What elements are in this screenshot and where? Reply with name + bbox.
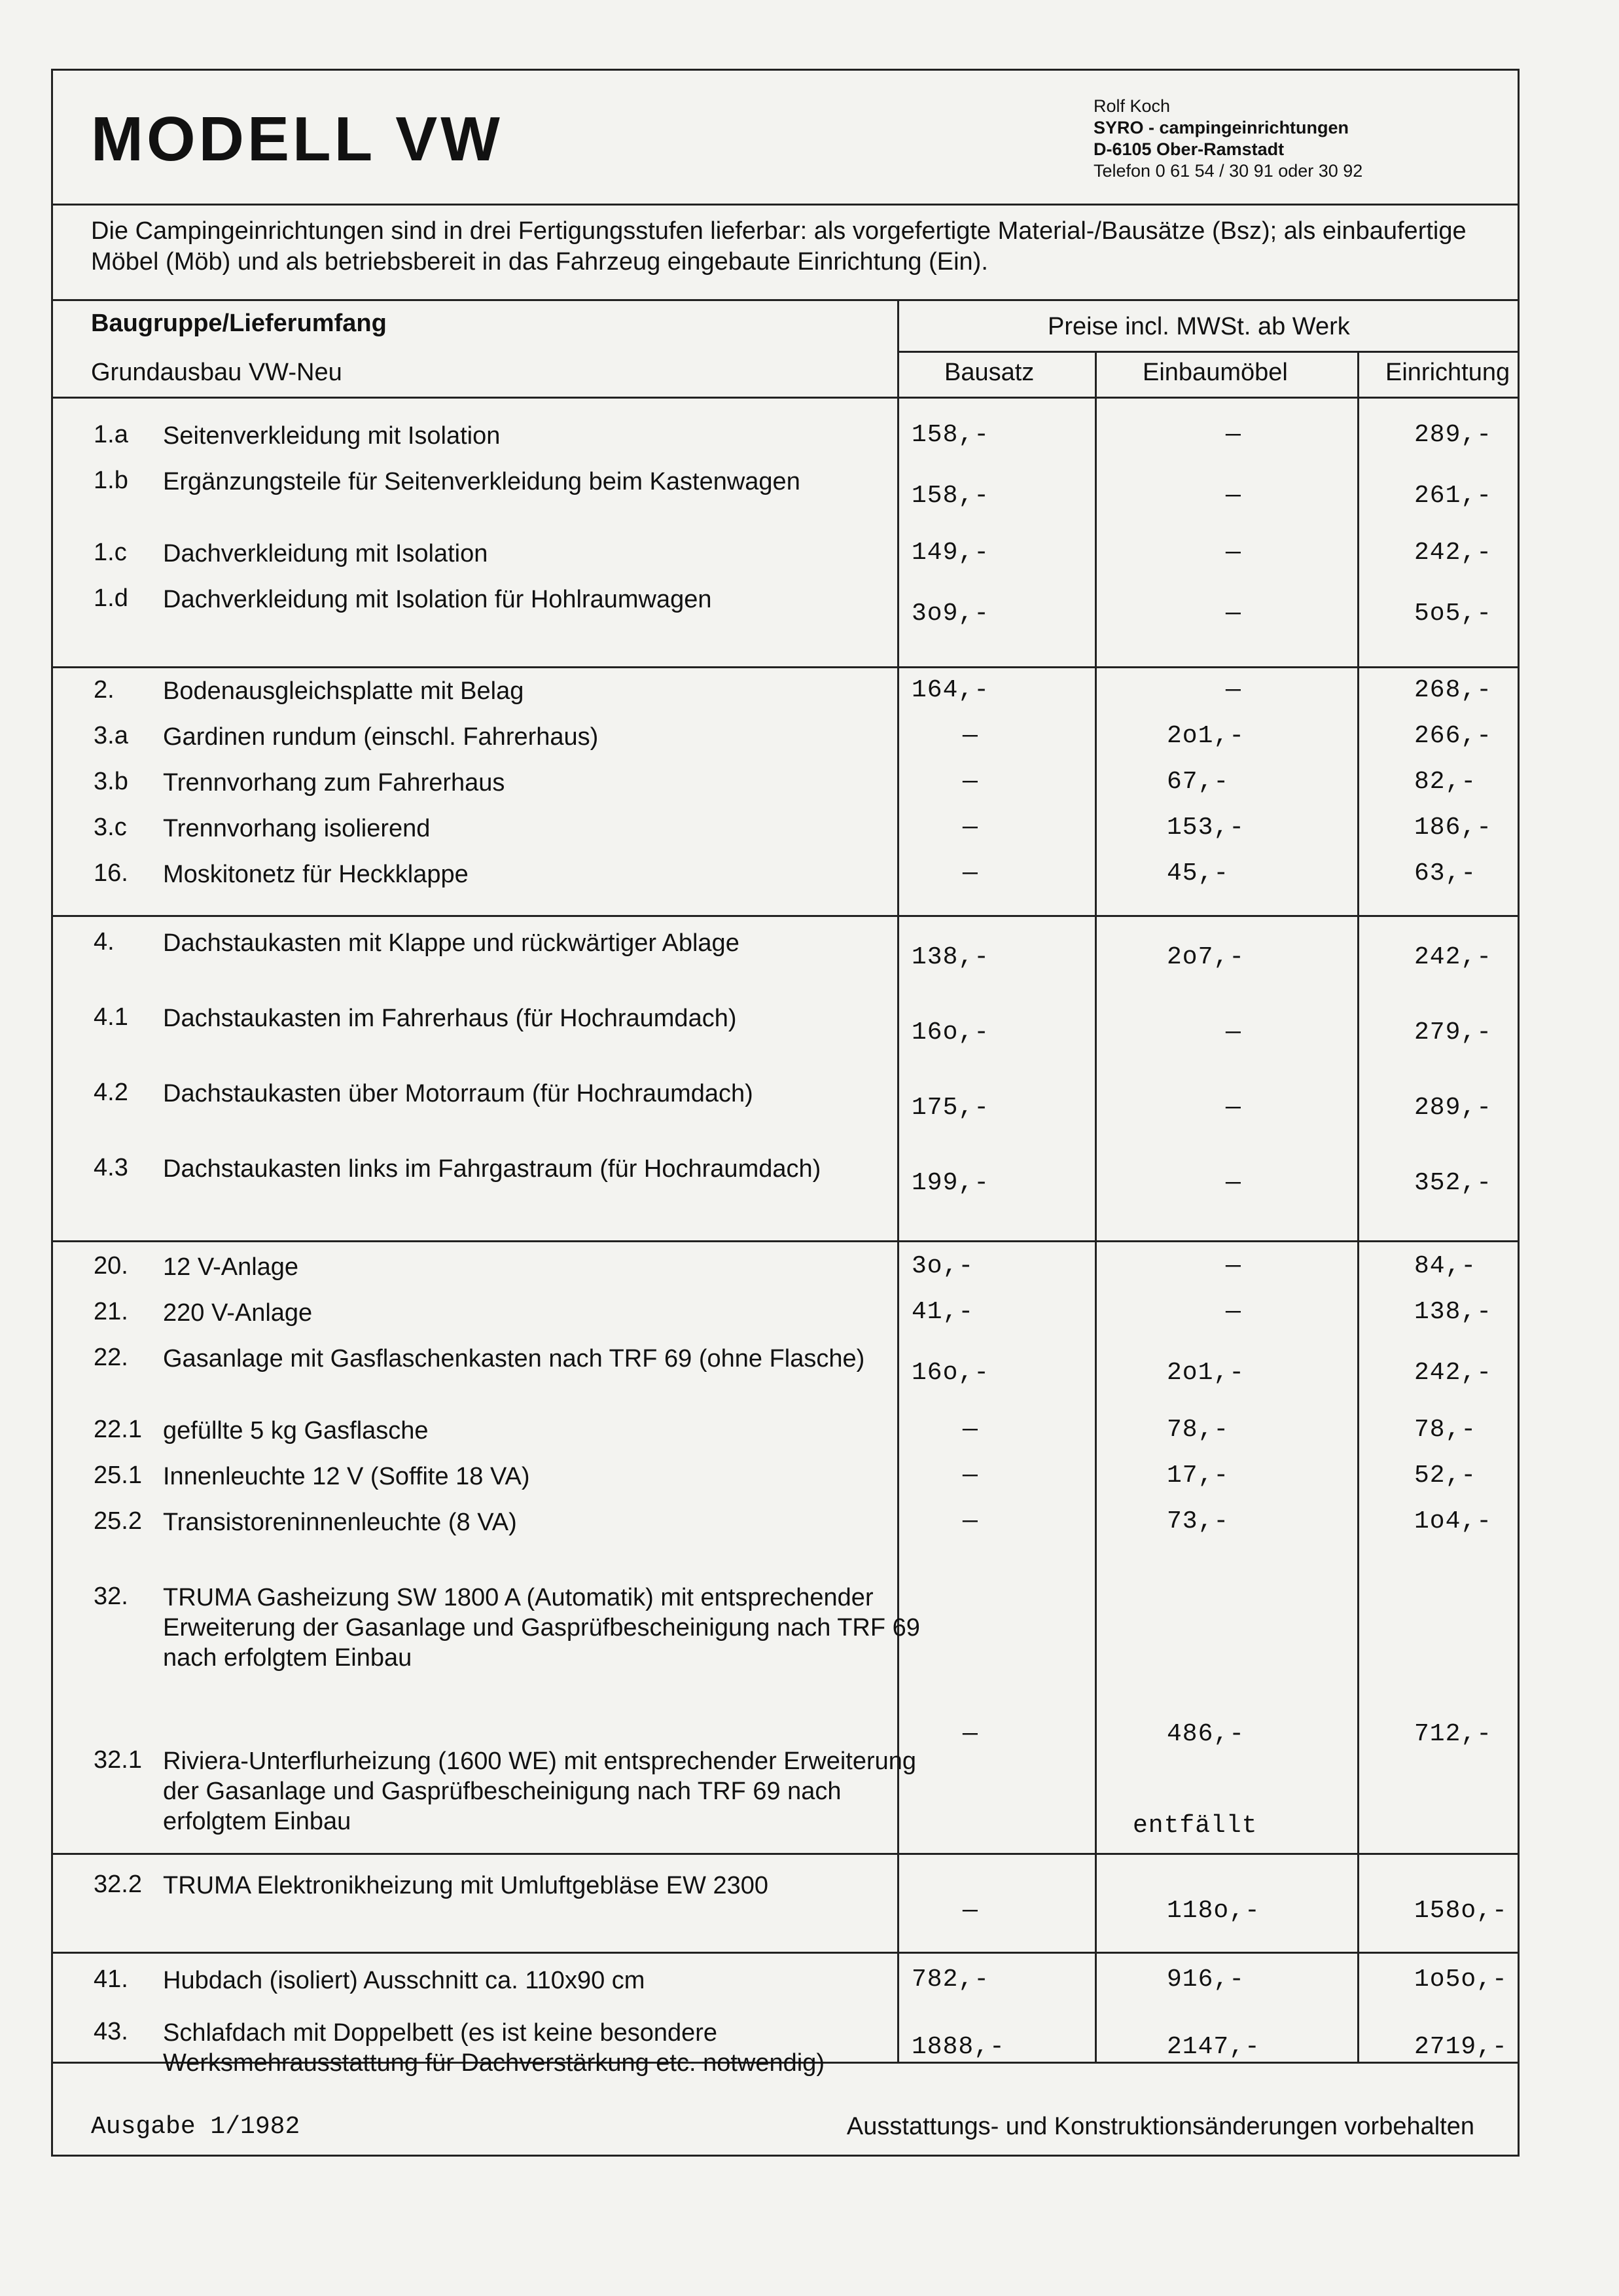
price-bausatz: 158,- bbox=[912, 482, 990, 510]
item-description: Dachverkleidung mit Isolation bbox=[163, 540, 488, 567]
item-description: 220 V-Anlage bbox=[163, 1299, 313, 1327]
price-einrichtung: 2719,- bbox=[1414, 2033, 1508, 2061]
price-einbaumoebel: 67,- bbox=[1167, 768, 1230, 796]
price-einbaumoebel: — bbox=[1226, 1169, 1241, 1197]
price-einrichtung: 242,- bbox=[1414, 943, 1493, 971]
item-description: Ergänzungsteile für Seitenverkleidung beim Kastenwagen bbox=[163, 468, 800, 495]
item-number: 22. bbox=[94, 1344, 128, 1371]
item-number: 4. bbox=[94, 928, 115, 956]
price-einbaumoebel: — bbox=[1226, 539, 1241, 567]
item-description: Riviera-Unterflurheizung (1600 WE) mit entsprechender Erweiterung der Gasanlage und Gasprüfbescheinigung nach TRF 69 nach erfolgtem Einbau bbox=[163, 1748, 917, 1835]
price-bausatz: — bbox=[963, 814, 978, 842]
price-einrichtung: 52,- bbox=[1414, 1462, 1477, 1490]
price-einbaumoebel: 73,- bbox=[1167, 1507, 1230, 1535]
price-bausatz: 158,- bbox=[912, 421, 990, 449]
price-bausatz: 41,- bbox=[912, 1298, 974, 1326]
group-header: Baugruppe/Lieferumfang bbox=[91, 310, 387, 337]
price-einrichtung: 1o5o,- bbox=[1414, 1965, 1508, 1994]
item-number: 1.c bbox=[94, 539, 127, 566]
price-einrichtung: 261,- bbox=[1414, 482, 1493, 510]
item-description: Bodenausgleichsplatte mit Belag bbox=[163, 677, 524, 705]
item-description: Dachstaukasten links im Fahrgastraum (für Hochraumdach) bbox=[163, 1155, 821, 1183]
price-einrichtung: 158o,- bbox=[1414, 1897, 1508, 1925]
price-einbaumoebel: 78,- bbox=[1167, 1416, 1230, 1444]
price-bausatz: 3o9,- bbox=[912, 600, 990, 628]
price-einbaumoebel: entfällt bbox=[1133, 1812, 1258, 1840]
price-einrichtung: 289,- bbox=[1414, 1094, 1493, 1122]
price-einbaumoebel: — bbox=[1226, 482, 1241, 510]
item-number: 3.c bbox=[94, 814, 127, 841]
price-einrichtung: 289,- bbox=[1414, 421, 1493, 449]
price-einrichtung: 138,- bbox=[1414, 1298, 1493, 1326]
item-number: 4.2 bbox=[94, 1079, 128, 1106]
item-number: 16. bbox=[94, 859, 128, 887]
column-line bbox=[1095, 351, 1097, 2062]
price-einbaumoebel: 2147,- bbox=[1167, 2033, 1260, 2061]
divider bbox=[53, 397, 1518, 399]
price-einrichtung: 266,- bbox=[1414, 722, 1493, 750]
item-number: 3.b bbox=[94, 768, 128, 795]
item-number: 32.1 bbox=[94, 1746, 142, 1774]
price-bausatz: — bbox=[963, 1507, 978, 1535]
address-company: SYRO - campingeinrichtungen bbox=[1094, 118, 1349, 137]
price-bausatz: — bbox=[963, 722, 978, 750]
group-divider bbox=[53, 915, 1518, 917]
price-einbaumoebel: 916,- bbox=[1167, 1965, 1245, 1994]
edition-label: Ausgabe 1/1982 bbox=[91, 2113, 300, 2141]
price-bausatz: — bbox=[963, 768, 978, 796]
item-description: Transistoreninnenleuchte (8 VA) bbox=[163, 1509, 517, 1536]
price-einrichtung: 5o5,- bbox=[1414, 600, 1493, 628]
item-description: gefüllte 5 kg Gasflasche bbox=[163, 1417, 429, 1444]
col-bausatz: Bausatz bbox=[944, 359, 1035, 386]
price-einrichtung: 186,- bbox=[1414, 814, 1493, 842]
group-subheader: Grundausbau VW-Neu bbox=[91, 359, 342, 386]
price-bausatz: 138,- bbox=[912, 943, 990, 971]
price-einbaumoebel: 118o,- bbox=[1167, 1897, 1260, 1925]
item-number: 4.1 bbox=[94, 1003, 128, 1031]
price-einbaumoebel: — bbox=[1226, 1298, 1241, 1326]
price-einbaumoebel: — bbox=[1226, 421, 1241, 449]
price-bausatz: — bbox=[963, 859, 978, 888]
item-number: 32. bbox=[94, 1583, 128, 1610]
price-einrichtung: 268,- bbox=[1414, 676, 1493, 704]
item-description: Gardinen rundum (einschl. Fahrerhaus) bbox=[163, 723, 599, 751]
price-einbaumoebel: — bbox=[1226, 1018, 1241, 1047]
price-list-frame bbox=[51, 69, 1520, 2157]
item-description: Moskitonetz für Heckklappe bbox=[163, 861, 469, 888]
item-description: Innenleuchte 12 V (Soffite 18 VA) bbox=[163, 1463, 530, 1490]
price-bausatz: 199,- bbox=[912, 1169, 990, 1197]
divider bbox=[53, 204, 1518, 206]
price-einbaumoebel: 17,- bbox=[1167, 1462, 1230, 1490]
price-einrichtung: 712,- bbox=[1414, 1720, 1493, 1748]
price-einrichtung: 242,- bbox=[1414, 539, 1493, 567]
price-bausatz: 149,- bbox=[912, 539, 990, 567]
group-divider bbox=[53, 1853, 1518, 1855]
price-einrichtung: 78,- bbox=[1414, 1416, 1477, 1444]
item-number: 2. bbox=[94, 676, 115, 704]
price-bausatz: — bbox=[963, 1416, 978, 1444]
price-bausatz: 1888,- bbox=[912, 2033, 1005, 2061]
divider bbox=[53, 299, 1518, 301]
price-einbaumoebel: 153,- bbox=[1167, 814, 1245, 842]
page-title: MODELL VW bbox=[91, 104, 503, 174]
col-einrichtung: Einrichtung bbox=[1385, 359, 1510, 386]
item-number: 1.a bbox=[94, 421, 128, 448]
item-description: Dachverkleidung mit Isolation für Hohlraumwagen bbox=[163, 586, 712, 613]
address-name: Rolf Koch bbox=[1094, 96, 1171, 116]
price-bausatz: — bbox=[963, 1720, 978, 1748]
item-description: 12 V-Anlage bbox=[163, 1253, 299, 1281]
item-number: 1.d bbox=[94, 584, 128, 612]
item-description: Seitenverkleidung mit Isolation bbox=[163, 422, 501, 450]
item-description: Dachstaukasten im Fahrerhaus (für Hochraumdach) bbox=[163, 1005, 737, 1032]
price-header: Preise incl. MWSt. ab Werk bbox=[1048, 313, 1350, 340]
item-description: Dachstaukasten über Motorraum (für Hochraumdach) bbox=[163, 1080, 753, 1107]
divider bbox=[897, 351, 1518, 353]
item-description: Hubdach (isoliert) Ausschnitt ca. 110x90 cm bbox=[163, 1967, 645, 1994]
disclaimer: Ausstattungs- und Konstruktionsänderungen vorbehalten bbox=[846, 2113, 1474, 2140]
group-divider bbox=[53, 1240, 1518, 1242]
col-einbaumoebel: Einbaumöbel bbox=[1143, 359, 1288, 386]
price-bausatz: 782,- bbox=[912, 1965, 990, 1994]
item-number: 20. bbox=[94, 1252, 128, 1280]
company-address bbox=[1094, 96, 1362, 182]
price-bausatz: 3o,- bbox=[912, 1252, 974, 1280]
price-einbaumoebel: — bbox=[1226, 1252, 1241, 1280]
group-divider bbox=[53, 1952, 1518, 1954]
price-einrichtung: 82,- bbox=[1414, 768, 1477, 796]
item-number: 32.2 bbox=[94, 1871, 142, 1898]
item-description: Schlafdach mit Doppelbett (es ist keine besondere Werksmehrausstattung für Dachverstärkung etc. notwendig) bbox=[163, 2019, 825, 2077]
group-divider bbox=[53, 666, 1518, 668]
item-description: Trennvorhang isolierend bbox=[163, 815, 431, 842]
price-einbaumoebel: — bbox=[1226, 1094, 1241, 1122]
price-einrichtung: 242,- bbox=[1414, 1359, 1493, 1387]
item-number: 22.1 bbox=[94, 1416, 142, 1443]
price-bausatz: 175,- bbox=[912, 1094, 990, 1122]
price-bausatz: — bbox=[963, 1897, 978, 1925]
item-description: TRUMA Elektronikheizung mit Umluftgebläse EW 2300 bbox=[163, 1872, 769, 1899]
item-number: 21. bbox=[94, 1298, 128, 1325]
intro-text: Die Campingeinrichtungen sind in drei Fertigungsstufen lieferbar: als vorgefertigte Material-/Bausätze (Bsz); als einbaufertige Möbel (Möb) und als betriebsbereit in das Fahrzeug eingebaute Einrichtung (Ein). bbox=[91, 217, 1467, 276]
price-bausatz: 16o,- bbox=[912, 1018, 990, 1047]
price-einrichtung: 1o4,- bbox=[1414, 1507, 1493, 1535]
item-description: Gasanlage mit Gasflaschenkasten nach TRF 69 (ohne Flasche) bbox=[163, 1345, 865, 1372]
item-number: 3.a bbox=[94, 722, 128, 749]
column-line bbox=[1357, 351, 1359, 2062]
price-einrichtung: 279,- bbox=[1414, 1018, 1493, 1047]
price-einrichtung: 352,- bbox=[1414, 1169, 1493, 1197]
price-einbaumoebel: 2o1,- bbox=[1167, 722, 1245, 750]
address-phone: Telefon 0 61 54 / 30 91 oder 30 92 bbox=[1094, 161, 1363, 181]
price-einbaumoebel: 2o7,- bbox=[1167, 943, 1245, 971]
item-number: 43. bbox=[94, 2018, 128, 2045]
price-bausatz: 16o,- bbox=[912, 1359, 990, 1387]
price-bausatz: — bbox=[963, 1462, 978, 1490]
price-einbaumoebel: 486,- bbox=[1167, 1720, 1245, 1748]
item-number: 25.1 bbox=[94, 1462, 142, 1489]
price-einbaumoebel: 2o1,- bbox=[1167, 1359, 1245, 1387]
item-description: TRUMA Gasheizung SW 1800 A (Automatik) mit entsprechender Erweiterung der Gasanlage und Gasprüfbescheinigung nach TRF 69 nach erfolgtem Einbau bbox=[163, 1584, 920, 1672]
price-bausatz: 164,- bbox=[912, 676, 990, 704]
item-description: Dachstaukasten mit Klappe und rückwärtiger Ablage bbox=[163, 929, 739, 957]
item-number: 41. bbox=[94, 1965, 128, 1993]
price-einrichtung: 84,- bbox=[1414, 1252, 1477, 1280]
price-einbaumoebel: 45,- bbox=[1167, 859, 1230, 888]
item-number: 1.b bbox=[94, 467, 128, 494]
item-description: Trennvorhang zum Fahrerhaus bbox=[163, 769, 505, 797]
item-number: 4.3 bbox=[94, 1154, 128, 1181]
price-einbaumoebel: — bbox=[1226, 600, 1241, 628]
address-city: D-6105 Ober-Ramstadt bbox=[1094, 139, 1285, 159]
price-einrichtung: 63,- bbox=[1414, 859, 1477, 888]
item-number: 25.2 bbox=[94, 1507, 142, 1535]
price-einbaumoebel: — bbox=[1226, 676, 1241, 704]
